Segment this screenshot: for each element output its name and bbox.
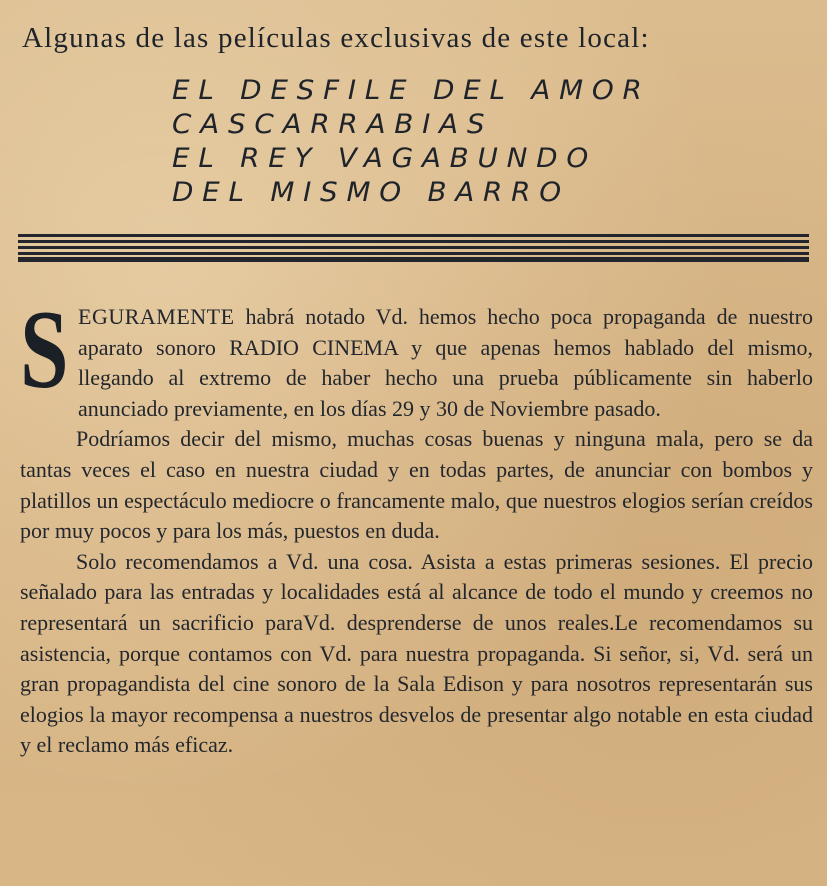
film-title: DEL MISMO BARRO	[172, 177, 570, 208]
rule-line	[18, 246, 809, 249]
paragraph-text: habrá notado Vd. hemos hecho poca propaganda de nuestro aparato sonoro RADIO CINEMA y que apenas hemos hablado del mismo, llegando al extremo de haber hecho una prueba públicamente sin haberlo anunciado previamente, en los días 29 y 30 de Noviembre pasado.	[78, 304, 813, 421]
paragraph: Solo recomendamos a Vd. una cosa. Asista a estas primeras sesiones. El precio señalado para las entradas y localidades está al alcance de todo el mundo y creemos no representará un sacrificio paraVd. desprenderse de unos reales.Le recomendamos su asistencia, porque contamos con Vd. para nuestra propaganda. Si señor, si, Vd. será un gran propagandista del cine sonoro de la Sala Edison y para nosotros representarán sus elogios la mayor recompensa a nuestros desvelos de presentar algo notable en esta ciudad y el reclamo más eficaz.	[20, 548, 813, 758]
header-title: Algunas de las películas exclusivas de este local:	[22, 22, 650, 54]
paragraph: Podríamos decir del mismo, muchas cosas buenas y ninguna mala, pero se da tantas veces el caso en nuestra ciudad y en todas partes, de anunciar con bombos y platillos un espectáculo mediocre o francamente malo, que nuestros elogios serían creídos por muy pocos y para los más, puestos en duda.	[20, 426, 813, 544]
film-title: CASCARRABIAS	[172, 109, 494, 140]
paragraph	[20, 288, 813, 424]
rule-line	[18, 252, 809, 255]
film-title: EL REY VAGABUNDO	[172, 143, 597, 174]
article-body	[20, 288, 813, 761]
rule-line	[18, 234, 809, 237]
film-title: EL DESFILE DEL AMOR	[172, 75, 651, 106]
film-list	[172, 74, 732, 210]
lead-word: EGURAMENTE	[78, 304, 235, 329]
rule-line	[18, 240, 809, 243]
decorative-rule	[18, 234, 809, 262]
drop-cap: S	[20, 288, 69, 412]
rule-line	[18, 257, 809, 262]
